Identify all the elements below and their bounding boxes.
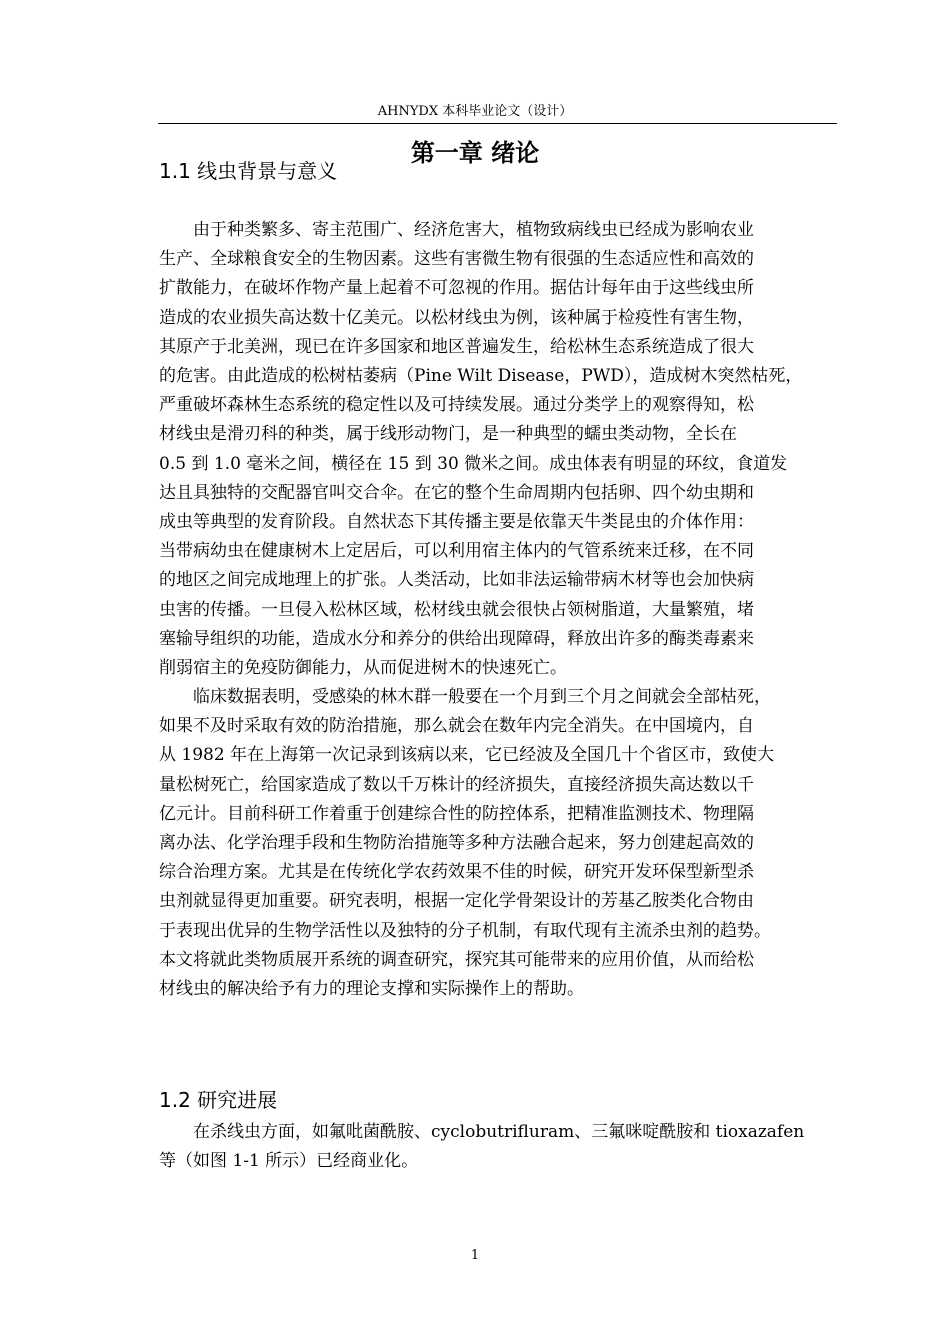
text-line: 综合治理方案。尤其是在传统化学农药效果不佳的时候，研究开发环保型新型杀 (159, 862, 754, 883)
page-number: 1 (470, 1248, 480, 1263)
text-line: 扩散能力，在破坏作物产量上起着不可忽视的作用。据估计每年由于这些线虫所 (159, 278, 754, 299)
text-line: 的地区之间完成地理上的扩张。人类活动，比如非法运输带病木材等也会加快病 (159, 570, 754, 591)
section-heading-1-2: 1.2 研究进展 (159, 1088, 278, 1112)
text-line: 等（如图 1-1 所示）已经商业化。 (159, 1151, 419, 1172)
text-line: 由于种类繁多、寄主范围广、经济危害大，植物致病线虫已经成为影响农业 (193, 220, 754, 240)
text-line: 塞输导组织的功能，造成水分和养分的供给出现障碍，释放出许多的酶类毒素来 (159, 628, 754, 649)
paragraph-background-1 (159, 216, 839, 683)
text-line: 虫剂就显得更加重要。研究表明，根据一定化学骨架设计的芳基乙胺类化合物由 (159, 891, 754, 912)
text-line: 的危害。由此造成的松树枯萎病（Pine Wilt Disease，PWD），造成树木突然枯死， (159, 366, 803, 387)
text-line: 于表现出优异的生物学活性以及独特的分子机制，有取代现有主流杀虫剂的趋势。 (159, 920, 771, 941)
text-line: 削弱宿主的免疫防御能力，从而促进树木的快速死亡。 (159, 658, 567, 679)
section-heading-1-1: 1.1 线虫背景与意义 (159, 159, 338, 183)
text-line: 在杀线虫方面，如氟吡菌酰胺、cyclobutrifluram、三氟咪啶酰胺和 tioxazafen (193, 1122, 805, 1142)
text-line: 当带病幼虫在健康树木上定居后，可以利用宿主体内的气管系统来迁移，在不同 (159, 541, 754, 562)
text-line: 临床数据表明，受感染的林木群一般要在一个月到三个月之间就会全部枯死， (193, 687, 771, 707)
text-line: 本文将就此类物质展开系统的调查研究，探究其可能带来的应用价值，从而给松 (159, 949, 754, 970)
text-line: 虫害的传播。一旦侵入松林区域，松材线虫就会很快占领树脂道，大量繁殖，堵 (159, 599, 754, 620)
text-line: 成虫等典型的发育阶段。自然状态下其传播主要是依靠天牛类昆虫的介体作用： (159, 512, 754, 533)
running-header: AHNYDX 本科毕业论文（设计） (377, 104, 573, 119)
text-line: 0.5 到 1.0 毫米之间，横径在 15 到 30 微米之间。成虫体表有明显的环纹，食道发 (159, 453, 788, 474)
paragraph-background-2 (159, 683, 839, 1004)
text-line: 材线虫的解决给予有力的理论支撑和实际操作上的帮助。 (159, 979, 584, 1000)
text-line: 造成的农业损失高达数十亿美元。以松材线虫为例，该种属于检疫性有害生物， (159, 307, 754, 328)
text-line: 从 1982 年在上海第一次记录到该病以来，它已经波及全国几十个省区市，致使大 (159, 745, 775, 766)
text-line: 其原产于北美洲，现已在许多国家和地区普遍发生，给松林生态系统造成了很大 (159, 336, 754, 357)
text-line: 离办法、化学治理手段和生物防治措施等多种方法融合起来，努力创建起高效的 (159, 833, 754, 854)
chapter-title: 第一章 绪论 (410, 139, 540, 167)
text-line: 亿元计。目前科研工作着重于创建综合性的防控体系，把精准监测技术、物理隔 (159, 803, 754, 824)
text-line: 生产、全球粮食安全的生物因素。这些有害微生物有很强的生态适应性和高效的 (159, 249, 754, 270)
text-line: 严重破坏森林生态系统的稳定性以及可持续发展。通过分类学上的观察得知，松 (159, 395, 754, 416)
header-rule (158, 123, 837, 124)
paragraph-research-progress (159, 1118, 839, 1176)
text-line: 达且具独特的交配器官叫交合伞。在它的整个生命周期内包括卵、四个幼虫期和 (159, 482, 754, 503)
text-line: 如果不及时采取有效的防治措施，那么就会在数年内完全消失。在中国境内，自 (159, 716, 754, 737)
text-line: 材线虫是滑刃科的种类，属于线形动物门，是一种典型的蠕虫类动物，全长在 (159, 424, 737, 445)
text-line: 量松树死亡，给国家造成了数以千万株计的经济损失，直接经济损失高达数以千 (159, 774, 754, 795)
